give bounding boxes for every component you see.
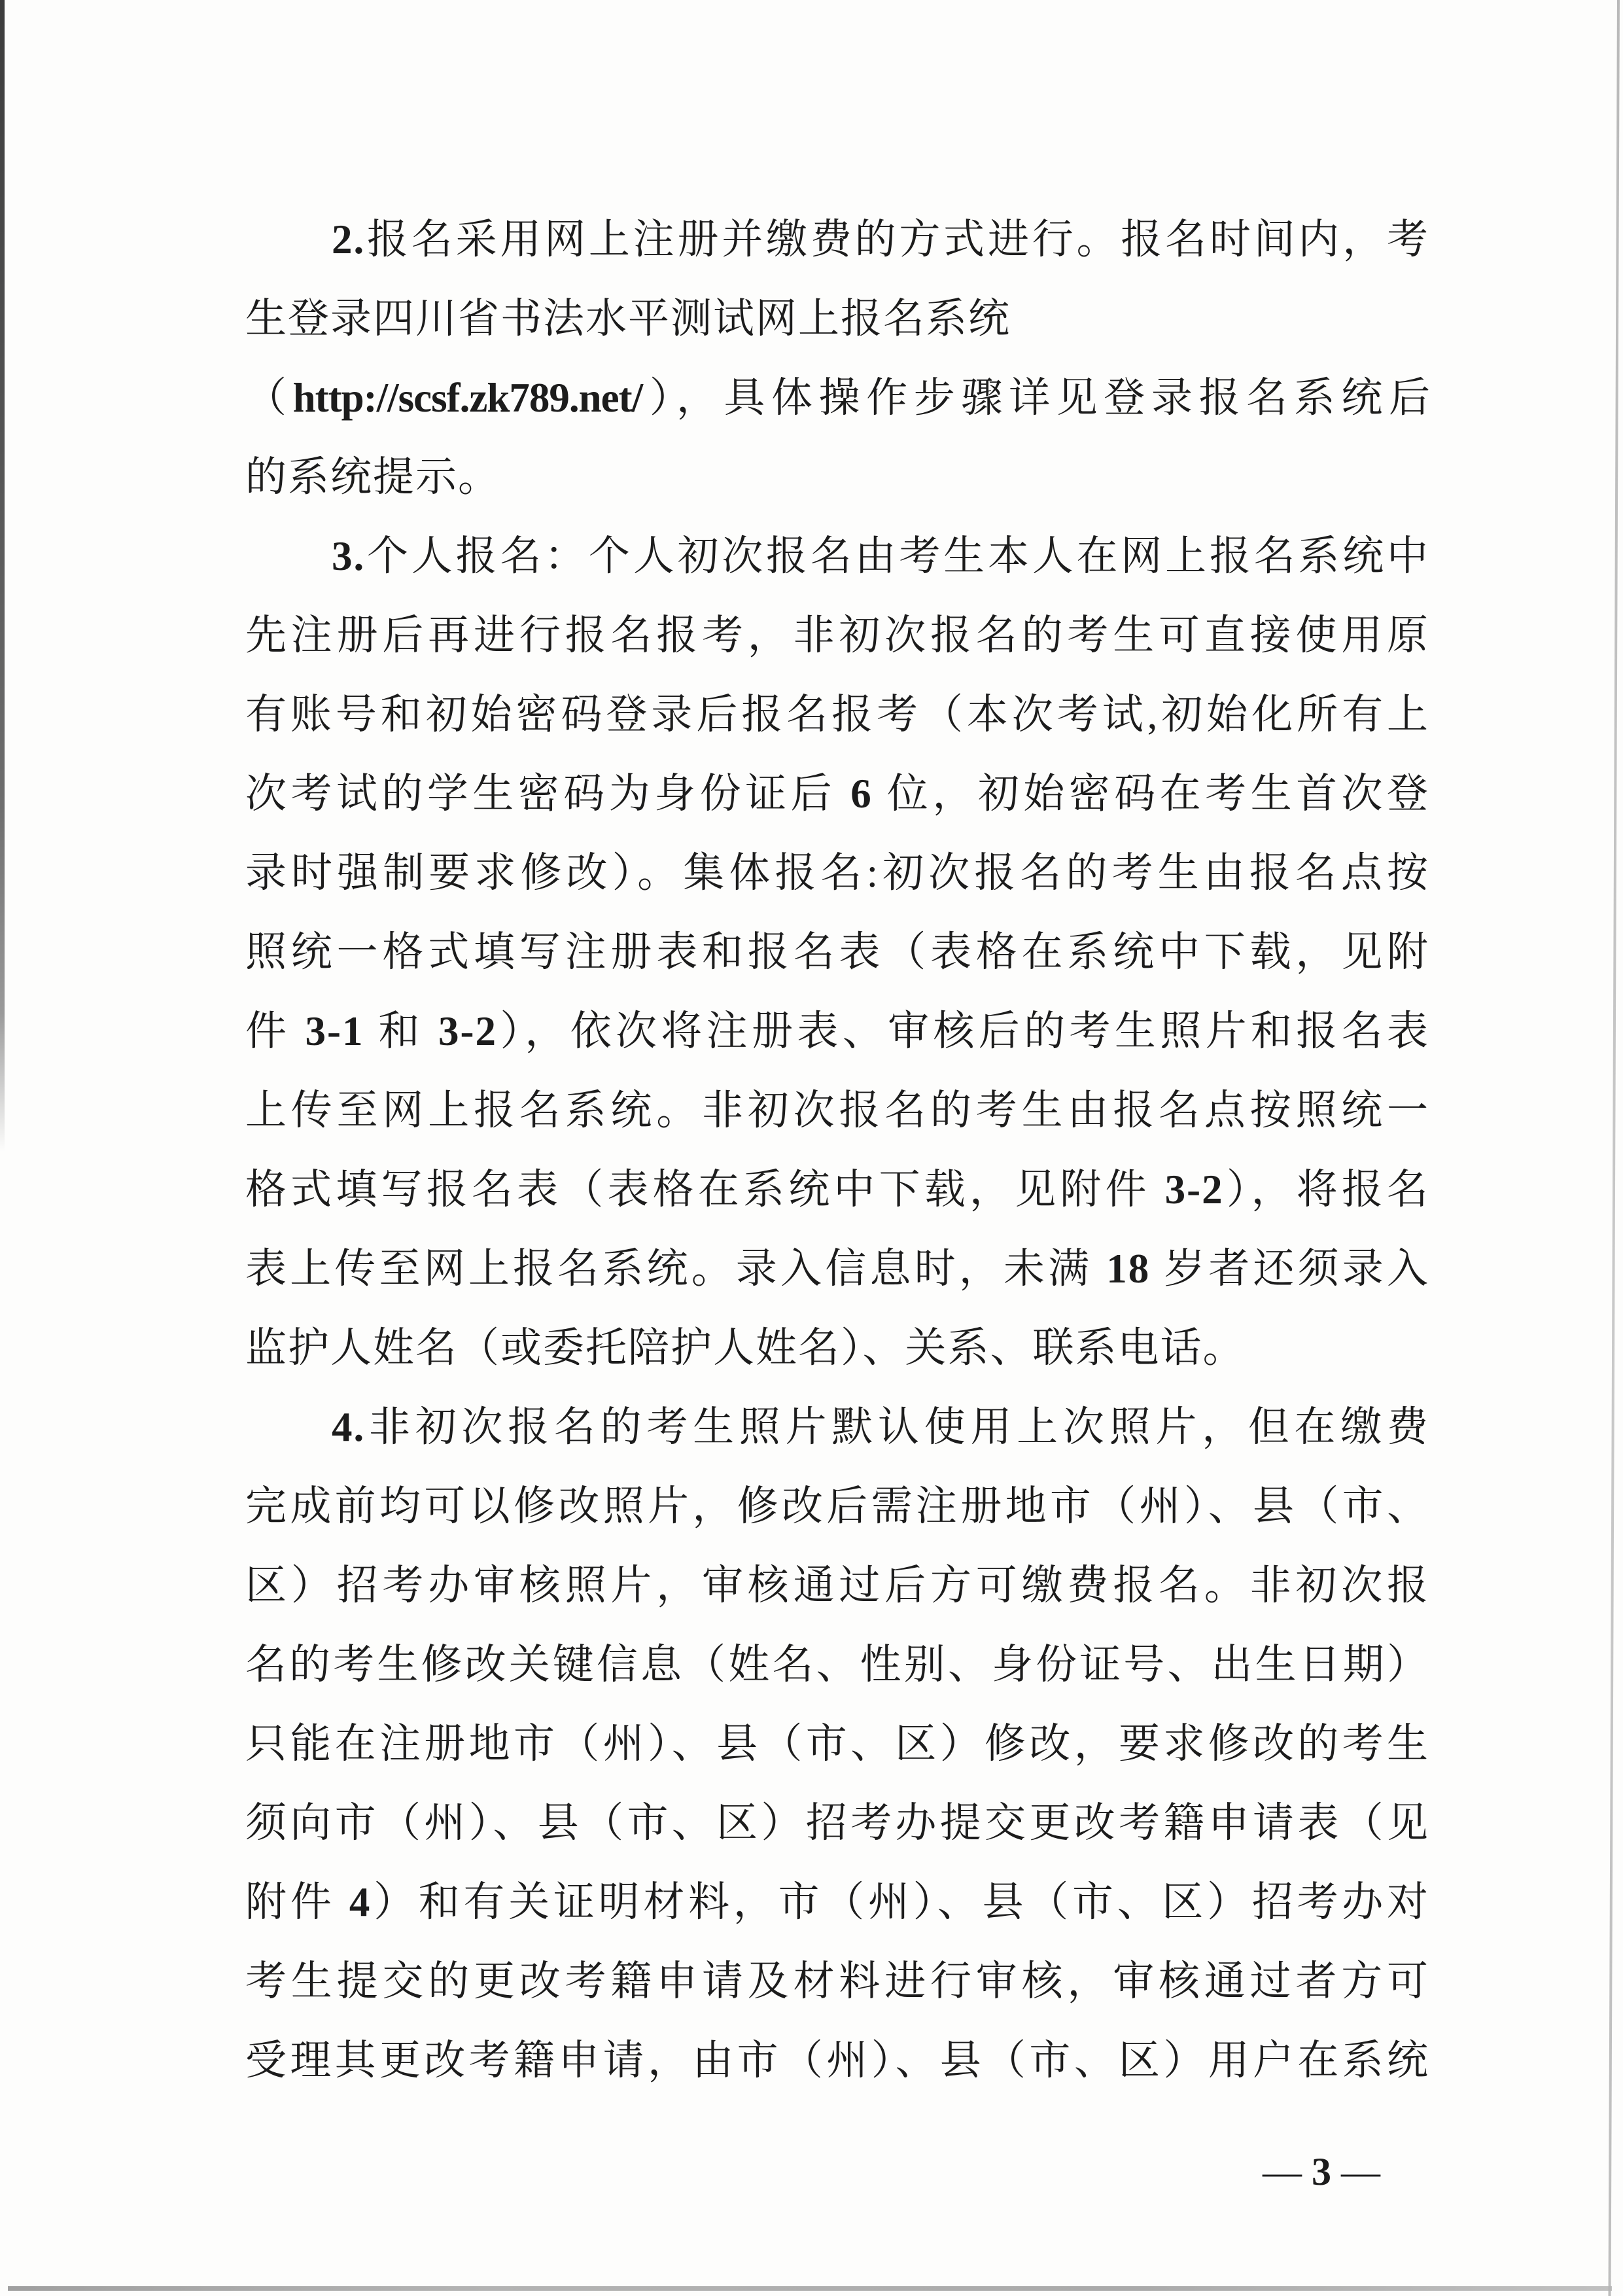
text-run: 监护人姓名（或委托陪护人姓名）、关系、联系电话。 — [245, 1325, 1246, 1371]
text-run: 2. — [332, 217, 366, 262]
text-line — [245, 1229, 1429, 1309]
page-number — [1217, 2142, 1426, 2201]
text-line — [245, 596, 1429, 675]
text-line — [245, 1467, 1429, 1546]
text-run: 名的考生修改关键信息（姓名、性别、身份证号、出生日期） — [245, 1642, 1429, 1687]
text-line — [245, 359, 1429, 438]
text-line — [245, 1309, 1429, 1388]
text-run: 上传至网上报名系统。非初次报名的考生由报名点按照统一 — [245, 1087, 1429, 1133]
text-run: 表上传至网上报名系统。录入信息时，未满 — [245, 1246, 1107, 1292]
text-run: 非初次报名的考生照片默认使用上次照片，但在缴费 — [365, 1404, 1429, 1450]
text-run: 区）招考办审核照片，审核通过后方可缴费报名。非初次报 — [245, 1563, 1429, 1608]
text-line — [245, 279, 1429, 359]
text-run: — — [1263, 2150, 1312, 2193]
text-line — [245, 992, 1429, 1071]
text-line — [245, 200, 1429, 279]
text-run: 4. — [332, 1404, 366, 1450]
text-line — [245, 1071, 1429, 1150]
text-line — [245, 438, 1429, 517]
text-run: 3-2 — [438, 1008, 498, 1054]
text-run: ），将报名 — [1223, 1167, 1430, 1212]
text-run: ），具体操作步骤详见登录报名系统后 — [642, 375, 1430, 421]
text-line — [245, 1863, 1429, 1942]
text-line — [245, 2021, 1429, 2100]
text-run: 录时强制要求修改）。集体报名:初次报名的考生由报名点按 — [245, 850, 1429, 896]
text-line — [245, 834, 1429, 913]
text-run: 先注册后再进行报名报考，非初次报名的考生可直接使用原 — [245, 612, 1429, 658]
text-run: 件 — [245, 1008, 305, 1054]
text-run: 和 — [364, 1008, 439, 1054]
text-line — [245, 675, 1429, 754]
text-line — [245, 913, 1429, 992]
text-run: 次考试的学生密码为身份证后 — [245, 771, 851, 817]
text-run: ），依次将注册表、审核后的考生照片和报名表 — [497, 1008, 1430, 1054]
text-run: 3. — [332, 533, 366, 579]
text-line — [245, 1784, 1429, 1863]
text-line — [245, 1704, 1429, 1784]
text-run: 岁者还须录入 — [1150, 1246, 1430, 1292]
text-run: 的系统提示。 — [245, 454, 500, 500]
text-line — [245, 517, 1429, 596]
text-run: 报名采用网上注册并缴费的方式进行。报名时间内，考 — [365, 217, 1429, 262]
document-body — [245, 200, 1429, 2100]
text-line — [245, 754, 1429, 834]
scan-edge-left-artifact — [0, 0, 5, 1152]
text-run: 有账号和初始密码登录后报名报考（本次考试,初始化所有上 — [245, 692, 1429, 737]
text-line — [245, 1942, 1429, 2021]
text-run: 3-2 — [1164, 1167, 1224, 1212]
text-run: 照统一格式填写注册表和报名表（表格在系统中下载，见附 — [245, 929, 1429, 975]
text-run: （ — [245, 375, 293, 421]
text-line — [245, 1546, 1429, 1625]
text-line — [245, 1625, 1429, 1704]
text-run: 须向市（州）、县（市、区）招考办提交更改考籍申请表（见 — [245, 1800, 1429, 1846]
text-run: 考生提交的更改考籍申请及材料进行审核，审核通过者方可 — [245, 1958, 1429, 2004]
text-run: 受理其更改考籍申请，由市（州）、县（市、区）用户在系统 — [245, 2038, 1429, 2083]
text-line — [245, 1150, 1429, 1229]
text-run: 4 — [349, 1879, 372, 1925]
text-run: 格式填写报名表（表格在系统中下载，见附件 — [245, 1167, 1165, 1212]
text-run: 18 — [1106, 1246, 1151, 1292]
text-run: 位，初始密码在考生首次登 — [872, 771, 1430, 817]
text-line — [245, 1388, 1429, 1467]
text-run: ）和有关证明材料，市（州）、县（市、区）招考办对 — [371, 1879, 1430, 1925]
text-run: 3-1 — [305, 1008, 364, 1054]
scan-edge-bottom-artifact — [8, 2286, 1612, 2291]
text-run: — — [1331, 2150, 1380, 2193]
text-run: 个人报名：个人初次报名由考生本人在网上报名系统中 — [365, 533, 1429, 579]
text-run: 只能在注册地市（州）、县（市、区）修改，要求修改的考生 — [245, 1721, 1429, 1767]
text-run: 生登录四川省书法水平测试网上报名系统 — [245, 296, 1011, 342]
scan-edge-right-artifact — [1608, 0, 1620, 2296]
text-run: 附件 — [245, 1879, 349, 1925]
text-run: http://scsf.zk789.net/ — [292, 375, 643, 421]
text-run: 3 — [1312, 2150, 1331, 2193]
text-run: 完成前均可以修改照片，修改后需注册地市（州）、县（市、 — [245, 1483, 1429, 1529]
text-run: 6 — [850, 771, 873, 817]
